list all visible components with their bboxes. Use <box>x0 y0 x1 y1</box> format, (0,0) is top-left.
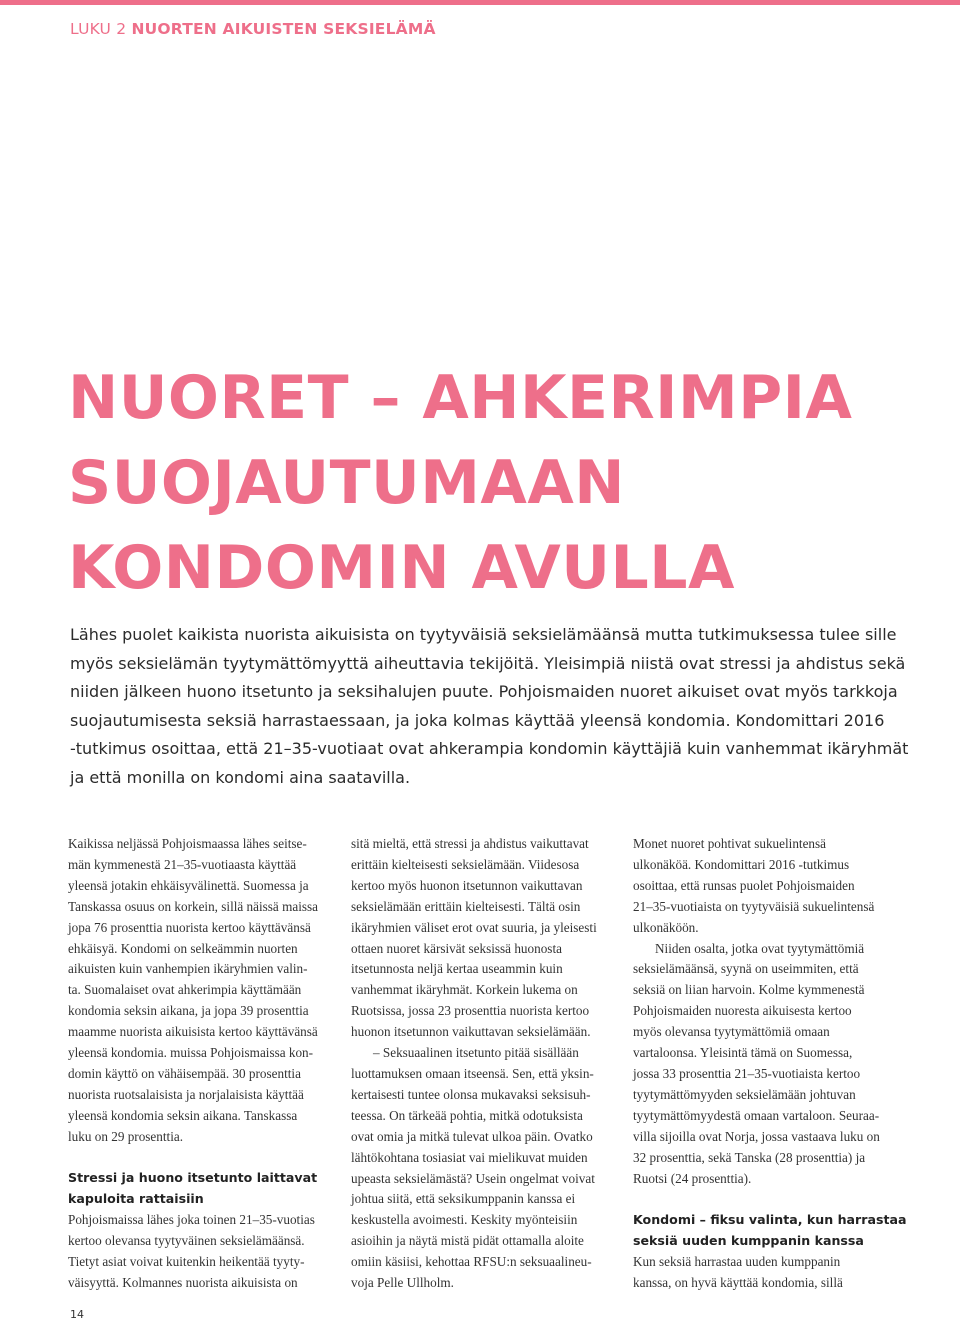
body-line: jossa 33 prosenttia 21–35-vuotiaista kertoo <box>633 1065 861 1081</box>
lead-line: suojautumisesta seksiä harrastaessaan, ja joka kolmas käyttää yleensä kondomia. Kondomittari 2016 <box>70 710 885 730</box>
subheading-line: Kondomi – fiksu valinta, kun harrastaa <box>633 1212 907 1228</box>
body-line: huonon itsetunnon vaikuttavan seksielämään. <box>351 1024 591 1040</box>
body-line: luottamuksen omaan itseensä. Sen, että yksin- <box>351 1065 594 1081</box>
body-line: lähtökohtana tosiasiat vai mielikuvat muiden <box>351 1149 588 1165</box>
lead-paragraph <box>70 621 909 792</box>
body-line: Ruotsissa, jossa 23 prosenttia nuorista kertoo <box>351 1003 590 1019</box>
lead-line: ja että monilla on kondomi aina saatavilla. <box>70 767 411 787</box>
body-column-2 <box>351 834 616 1294</box>
body-line: yleensä kondomia. muissa Pohjoismaissa kon- <box>68 1045 314 1061</box>
body-line: upeasta seksielämästä? Usein ongelmat voivat <box>351 1170 595 1186</box>
subheading-line: kapuloita rattaisiin <box>68 1191 204 1207</box>
top-accent-bar <box>0 0 960 5</box>
body-line: keskustella avoimesti. Keskity myönteisiin <box>351 1212 578 1228</box>
body-line: teessa. On tärkeää pohtia, mitkä odotuksista <box>351 1107 583 1123</box>
body-line: kondomia seksin aikana, ja jopa 39 prosenttia <box>68 1003 309 1019</box>
title-line: SUOJAUTUMAAN <box>68 448 626 518</box>
body-column-1 <box>68 834 323 1294</box>
body-line: Tietyt asiat voivat kuitenkin heikentää tyyty- <box>68 1254 305 1270</box>
body-line: seksiä on liian harvoin. Kolme kymmenestä <box>633 982 865 998</box>
body-line: kertoo olevansa tyytyväinen seksielämäänsä. <box>68 1233 305 1249</box>
body-line: yleensä kondomia seksin aikana. Tanskassa <box>68 1107 298 1123</box>
body-line: vanhemmat ikäryhmät. Korkein lukema on <box>351 982 578 998</box>
body-line: tyytymättömyyden seksielämään johtuvan <box>633 1086 856 1102</box>
body-line: itsetunnosta neljä kertaa useammin kuin <box>351 961 563 977</box>
body-line: ottaen nuoret kärsivät seksissä huonosta <box>351 940 562 956</box>
body-line: erittäin kielteisesti seksielämään. Viidesosa <box>351 856 580 872</box>
lead-line: -tutkimus osoittaa, että 21–35-vuotiaat ovat ahkerampia kondomin käyttäjiä kuin vanhemmat ikäryhmät <box>70 739 909 758</box>
chapter-number: LUKU 2 <box>70 20 127 38</box>
title-line: NUORET – AHKERIMPIA <box>68 363 853 433</box>
body-line: vartaloonsa. Yleisintä tämä on Suomessa, <box>633 1045 853 1061</box>
body-line: kanssa, on hyvä käyttää kondomia, sillä <box>633 1275 843 1291</box>
body-line: ehkäisyä. Kondomi on selkeämmin nuorten <box>68 940 298 956</box>
body-line: luku on 29 prosenttia. <box>68 1128 184 1144</box>
body-line: ulkonäköön. <box>633 919 699 935</box>
page-number: 14 <box>70 1308 84 1321</box>
body-line: – Seksuaalinen itsetunto pitää sisällään <box>373 1045 579 1061</box>
subheading-line: Stressi ja huono itsetunto laittavat <box>68 1170 318 1186</box>
chapter-header <box>70 20 436 38</box>
body-line: väisyyttä. Kolmannes nuorista aikuisista on <box>68 1275 298 1291</box>
body-line: asioihin ja näytä mistä pidät ottamalla aloite <box>351 1233 584 1249</box>
body-line: seksielämään erittäin kielteisesti. Tältä osin <box>351 898 581 914</box>
body-line: ta. Suomalaiset ovat ahkerimpia käyttämään <box>68 982 302 998</box>
body-line: maamme nuorista aikuisista kertoo käyttävänsä <box>68 1024 318 1040</box>
body-line: 32 prosenttia, sekä Tanska (28 prosenttia) ja <box>633 1149 866 1165</box>
body-line: aikuisten kuin vanhempien ikäryhmien valin- <box>68 961 308 977</box>
body-line: villa sijoilla ovat Norja, jossa vastaava luku on <box>633 1128 880 1144</box>
lead-line: Lähes puolet kaikista nuorista aikuisista on tyytyväisiä seksielämäänsä mutta tutkimuksessa tulee sille <box>70 625 897 644</box>
chapter-title: NUORTEN AIKUISTEN SEKSIELÄMÄ <box>131 20 436 38</box>
body-line: Tanskassa osuus on korkein, sillä näissä maissa <box>68 898 318 914</box>
body-line: Pohjoismaissa lähes joka toinen 21–35-vuotias <box>68 1212 315 1228</box>
body-line: myös olevansa tyytymättömiä omaan <box>633 1024 830 1040</box>
body-line: seksielämäänsä, syynä on useimmiten, että <box>633 961 859 977</box>
body-line: ikäryhmien väliset erot ovat suuria, ja yleisesti <box>351 919 597 935</box>
lead-line: myös seksielämän tyytymättömyyttä aiheuttavia tekijöitä. Yleisimpiä niistä ovat stressi ja ahdistus sekä <box>70 653 906 673</box>
body-line: omiin käsiisi, kehottaa RFSU:n seksuaalineu- <box>351 1254 592 1270</box>
title-line: KONDOMIN AVULLA <box>68 533 735 603</box>
body-line: 21–35-vuotiaista on tyytyväisiä sukuelintensä <box>633 898 875 914</box>
body-line: yleensä jotakin ehkäisyvälinettä. Suomessa ja <box>68 877 309 893</box>
body-line: ulkonäköä. Kondomittari 2016 -tutkimus <box>633 856 850 872</box>
body-line: sitä mieltä, että stressi ja ahdistus vaikuttavat <box>351 836 589 851</box>
lead-line: niiden jälkeen huono itsetunto ja seksihalujen puute. Pohjoismaiden nuoret aikuiset ovat myös tarkkoja <box>70 682 898 701</box>
body-line: osoittaa, että runsas puolet Pohjoismaiden <box>633 877 855 893</box>
body-line: johtua siitä, että seksikumppanin kanssa ei <box>351 1191 576 1207</box>
body-line: kertaisesti tuntee olonsa mukavaksi seksisuh- <box>351 1086 591 1102</box>
body-line: kertoo myös huonon itsetunnon vaikuttavan <box>351 877 583 893</box>
body-line: Kaikissa neljässä Pohjoismaassa lähes seitse- <box>68 836 307 851</box>
body-line: Ruotsi (24 prosenttia). <box>633 1170 752 1186</box>
body-line: jopa 76 prosenttia nuorista kertoo käyttävänsä <box>68 919 311 935</box>
body-line: tyytymättömyydestä omaan vartaloon. Seuraa- <box>633 1107 880 1123</box>
body-line: domin käyttö on vähäisempää. 30 prosenttia <box>68 1065 301 1081</box>
page-title <box>68 356 928 611</box>
body-line: Kun seksiä harrastaa uuden kumppanin <box>633 1254 841 1270</box>
body-line: Niiden osalta, jotka ovat tyytymättömiä <box>655 940 865 956</box>
body-column-3 <box>633 834 907 1294</box>
body-line: män kymmenestä 21–35-vuotiaasta käyttää <box>68 856 297 872</box>
body-line: Pohjoismaiden nuoresta aikuisesta kertoo <box>633 1003 852 1019</box>
subheading-line: seksiä uuden kumppanin kanssa <box>633 1233 864 1249</box>
body-line: nuorista ruotsalaisista ja norjalaisista käyttää <box>68 1086 304 1102</box>
body-line: voja Pelle Ullholm. <box>351 1275 454 1291</box>
body-line: ovat omia ja mitkä tulevat ulkoa päin. Ovatko <box>351 1128 593 1144</box>
body-line: Monet nuoret pohtivat sukuelintensä <box>633 836 827 851</box>
